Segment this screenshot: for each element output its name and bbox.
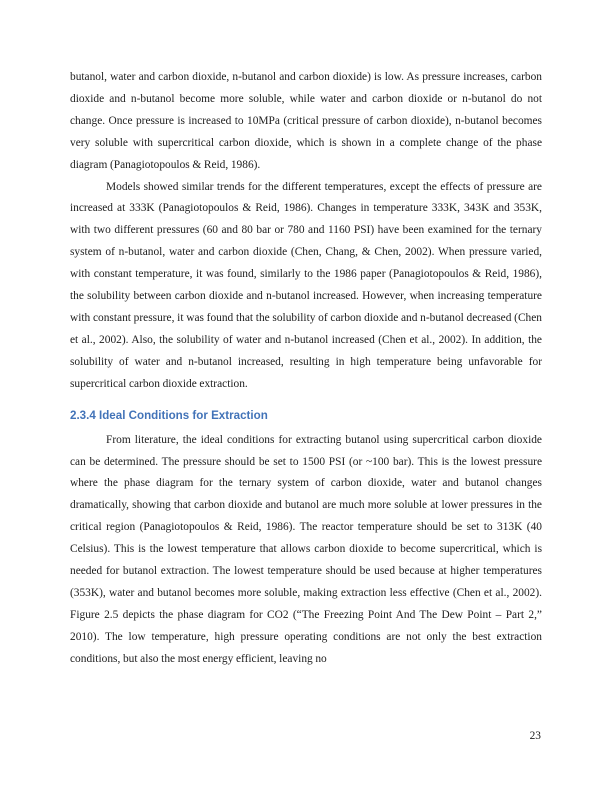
section-heading-2-3-4: 2.3.4 Ideal Conditions for Extraction xyxy=(70,408,268,422)
page-number: 23 xyxy=(529,730,541,742)
paragraph-continuation: butanol, water and carbon dioxide, n-butanol and carbon dioxide) is low. As pressure increases, carbon dioxide and n-butanol become more soluble, while water and carbon dioxide or n-butanol do not change. Once pressure is increased to 10MPa (critical pressure of carbon dioxide), n-butanol becomes very soluble with supercritical carbon dioxide, which is shown in a complete change of the phase diagram (Panagiotopoulos & Reid, 1986). xyxy=(70,71,542,171)
paragraph-ideal-conditions: From literature, the ideal conditions for extracting butanol using supercritical carbon dioxide can be determined. The pressure should be set to 1500 PSI (or ~100 bar). This is the lowest pressure where the phase diagram for the ternary system of carbon dioxide, water and butanol changes dramatically, showing that carbon dioxide and butanol are much more soluble at lower pressures in the critical region (Panagiotopoulos & Reid, 1986). The reactor temperature should be set to 313K (40 Celsius). This is the lowest temperature that allows carbon dioxide to become supercritical, which is needed for butanol extraction. The lowest temperature should be used because at higher temperatures (353K), water and butanol becomes more soluble, making extraction less effective (Chen et al., 2002). Figure 2.5 depicts the phase diagram for CO2 (“The Freezing Point And The Dew Point – Part 2,” 2010). The low temperature, high pressure operating conditions are not only the best extraction conditions, but also the most energy efficient, leaving no xyxy=(70,433,542,665)
paragraph-models-trends: Models showed similar trends for the different temperatures, except the effects of pressure are increased at 333K (Panagiotopoulos & Reid, 1986). Changes in temperature 333K, 343K and 353K, with two different pressures (60 and 80 bar or 780 and 1160 PSI) have been examined for the ternary system of n-butanol, water and carbon dioxide (Chen, Chang, & Chen, 2002). When pressure varied, with constant temperature, it was found, similarly to the 1986 paper (Panagiotopoulos & Reid, 1986), the solubility between carbon dioxide and n-butanol increased. However, when increasing temperature with constant pressure, it was found that the solubility of carbon dioxide and n-butanol decreased (Chen et al., 2002). Also, the solubility of water and n-butanol increased (Chen et al., 2002). In addition, the solubility of water and n-butanol increased, resulting in high temperature being unfavorable for supercritical carbon dioxide extraction. xyxy=(70,180,542,390)
page-body xyxy=(70,67,542,671)
